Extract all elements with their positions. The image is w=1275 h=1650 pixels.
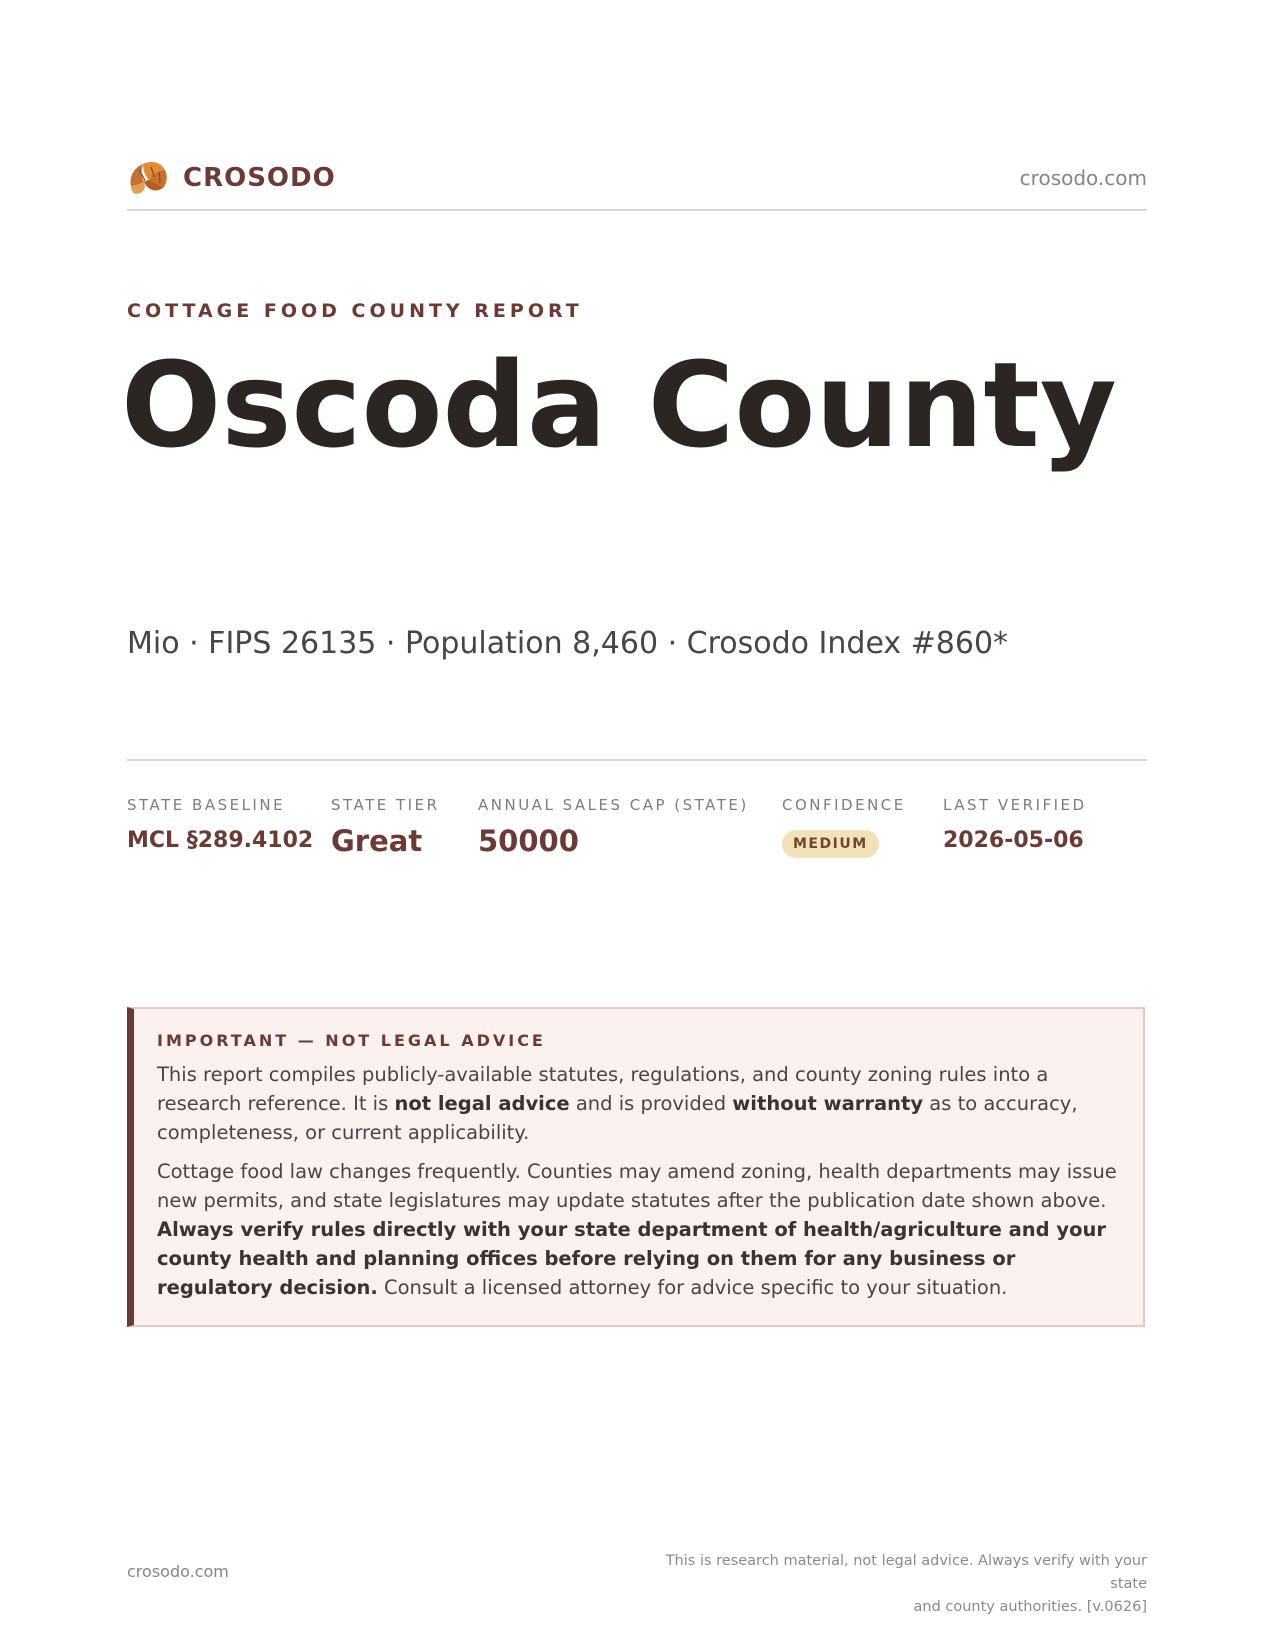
footer-url-link[interactable]: crosodo.com: [127, 1562, 229, 1581]
notice-text: Consult a licensed attorney for advice specific to your situation.: [377, 1276, 1008, 1299]
stat-label: STATE TIER: [331, 796, 440, 814]
notice-text: as to accuracy, completeness, or current applicability.: [157, 1092, 1078, 1144]
site-url-link[interactable]: crosodo.com: [1019, 166, 1147, 190]
brand[interactable]: [127, 158, 336, 198]
stat-state-tier: [331, 796, 440, 858]
notice-paragraph: [157, 1060, 1119, 1147]
footer-disclaimer: [627, 1550, 1147, 1619]
county-subtitle: Mio · FIPS 26135 · Population 8,460 · Crosodo Index #860*: [127, 626, 1009, 661]
page-title: Oscoda County: [121, 336, 1117, 474]
stat-value: 2026-05-06: [943, 828, 1084, 853]
stat-label: CONFIDENCE: [782, 796, 906, 814]
stat-label: ANNUAL SALES CAP (STATE): [478, 796, 749, 814]
stat-sales-cap: [478, 796, 749, 858]
stat-value: Great: [331, 824, 423, 858]
brand-name: CROSODO: [183, 163, 336, 193]
stat-label: STATE BASELINE: [127, 796, 286, 814]
page-header: [127, 158, 1147, 198]
notice-emphasis: not legal advice: [394, 1092, 570, 1115]
notice-emphasis: Always verify rules directly with your state department of health/agriculture and your county health and planning offices before relying on them for any business or regulatory decision.: [157, 1218, 1107, 1299]
stat-last-verified: [943, 796, 1087, 853]
stat-label: LAST VERIFIED: [943, 796, 1087, 814]
croissant-icon: [127, 158, 169, 198]
header-divider: [127, 209, 1147, 211]
report-eyebrow: COTTAGE FOOD COUNTY REPORT: [127, 300, 583, 322]
notice-text: Cottage food law changes frequently. Counties may amend zoning, health departments may issue new permits, and state legislatures may update statutes after the publication date shown above.: [157, 1160, 1117, 1212]
footer-disclaimer-line: and county authorities. [v.0626]: [913, 1599, 1147, 1615]
notice-text: and is provided: [569, 1092, 733, 1115]
notice-heading: IMPORTANT — NOT LEGAL ADVICE: [157, 1031, 546, 1050]
notice-text: This report compiles publicly-available statutes, regulations, and county zoning rules into a research reference. It is: [157, 1063, 1049, 1115]
stats-divider: [127, 759, 1147, 761]
confidence-badge: MEDIUM: [782, 830, 879, 858]
notice-paragraph: [157, 1157, 1119, 1302]
footer-disclaimer-line: This is research material, not legal advice. Always verify with your state: [665, 1553, 1147, 1592]
notice-emphasis: without warranty: [732, 1092, 924, 1115]
stat-state-baseline: [127, 796, 313, 853]
legal-notice: [127, 1007, 1145, 1327]
report-page: [121, 0, 1147, 1650]
stat-value: MCL §289.4102: [127, 828, 314, 853]
stat-confidence: [782, 796, 906, 858]
stat-value: 50000: [478, 824, 579, 858]
